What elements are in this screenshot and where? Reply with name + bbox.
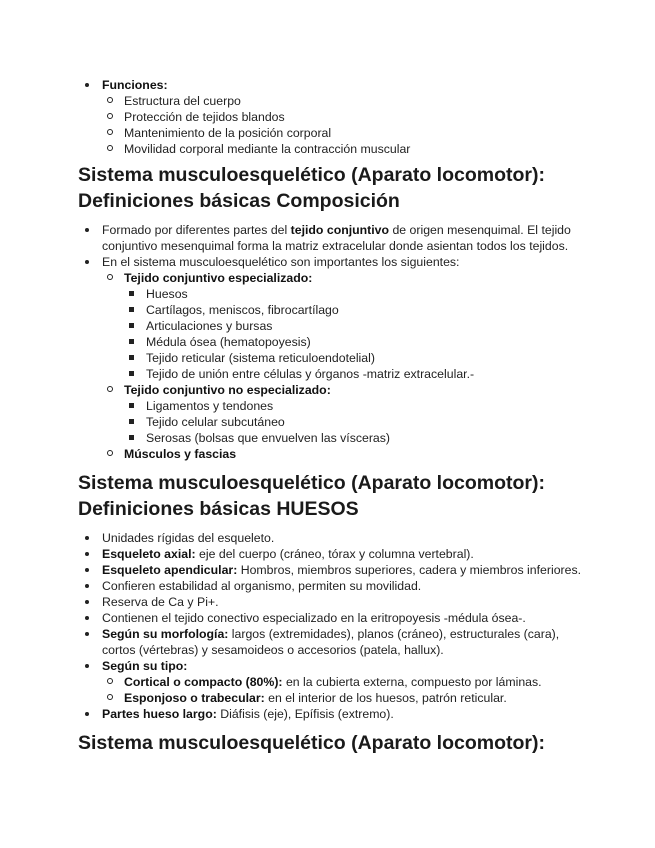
list-item: Tejido reticular (sistema reticuloendotelial) xyxy=(0,350,655,366)
section-heading: Sistema musculoesquelético (Aparato locomotor): Definiciones básicas Composición xyxy=(78,164,546,212)
section-heading: Sistema musculoesquelético (Aparato locomotor): Definiciones básicas HUESOS xyxy=(78,472,546,520)
section3-heading-block xyxy=(0,730,655,756)
section2-heading-block xyxy=(0,470,655,522)
list-item: Movilidad corporal mediante la contracción muscular xyxy=(0,141,655,157)
list-item: Esqueleto apendicular: Hombros, miembros superiores, cadera y miembros inferiores. xyxy=(0,562,655,578)
funciones-list xyxy=(102,93,655,157)
list-item: Estructura del cuerpo xyxy=(0,93,655,109)
list-item: Músculos y fascias xyxy=(0,446,655,462)
list-item: Mantenimiento de la posición corporal xyxy=(0,125,655,141)
list-item: Protección de tejidos blandos xyxy=(0,109,655,125)
list-item: Articulaciones y bursas xyxy=(0,318,655,334)
list-item: Formado por diferentes partes del tejido conjuntivo de origen mesenquimal. El tejido conjuntivo mesenquimal forma la matriz extracelular donde asientan todos los tejidos. xyxy=(0,222,655,254)
funciones-block xyxy=(0,77,655,157)
section2-body xyxy=(0,530,655,722)
list-item: Según su tipo: Cortical o compacto (80%): en la cubierta externa, compuesto por láminas. Esponjoso o trabecular: en el interior de los huesos, patrón reticular. xyxy=(0,658,655,706)
list-item xyxy=(0,77,655,157)
list-item: Serosas (bolsas que envuelven las vísceras) xyxy=(0,430,655,446)
list-item: Cortical o compacto (80%): en la cubierta externa, compuesto por láminas. xyxy=(0,674,655,690)
list-item: Unidades rígidas del esqueleto. xyxy=(0,530,655,546)
list-item: Tejido celular subcutáneo xyxy=(0,414,655,430)
list-item: Tejido conjuntivo no especializado: Ligamentos y tendones Tejido celular subcutáneo Serosas (bolsas que envuelven las vísceras) xyxy=(0,382,655,446)
list-item: Según su morfología: largos (extremidades), planos (cráneo), estructurales (cara), cortos (vértebras) y sesamoideos o accesorios (patela, hallux). xyxy=(0,626,655,658)
list-item: Partes hueso largo: Diáfisis (eje), Epífisis (extremo). xyxy=(0,706,655,722)
list-item: Confieren estabilidad al organismo, permiten su movilidad. xyxy=(0,578,655,594)
list-item: Esponjoso o trabecular: en el interior de los huesos, patrón reticular. xyxy=(0,690,655,706)
list-item: Esqueleto axial: eje del cuerpo (cráneo, tórax y columna vertebral). xyxy=(0,546,655,562)
funciones-label: Funciones: xyxy=(102,78,168,92)
list-item: En el sistema musculoesquelético son importantes los siguientes: Tejido conjuntivo especializado: Huesos Cartílagos, meniscos, fibrocartílago Articulaciones y bursas Médula ósea (hematopoyesis) Tejido reticular (sistema reticuloendotelial) Tejido de unión entre células y órganos -matriz extracelular.- Tejido conjuntivo no especializado: Ligamentos y tendones Tejido celular subcutáneo Serosas (bolsas que envuelven las vísceras) Músculos y fascias xyxy=(0,254,655,462)
list-item: Reserva de Ca y Pi+. xyxy=(0,594,655,610)
list-item: Huesos xyxy=(0,286,655,302)
list-item: Contienen el tejido conectivo especializado en la eritropoyesis -médula ósea-. xyxy=(0,610,655,626)
list-item: Cartílagos, meniscos, fibrocartílago xyxy=(0,302,655,318)
section1-heading-block xyxy=(0,162,655,214)
list-item: Tejido conjuntivo especializado: Huesos Cartílagos, meniscos, fibrocartílago Articulaciones y bursas Médula ósea (hematopoyesis) Tejido reticular (sistema reticuloendotelial) Tejido de unión entre células y órganos -matriz extracelular.- xyxy=(0,270,655,382)
list-item: Tejido de unión entre células y órganos -matriz extracelular.- xyxy=(0,366,655,382)
list-item: Ligamentos y tendones xyxy=(0,398,655,414)
section1-body xyxy=(0,222,655,462)
list-item: Médula ósea (hematopoyesis) xyxy=(0,334,655,350)
section-heading: Sistema musculoesquelético (Aparato locomotor): xyxy=(78,732,546,754)
